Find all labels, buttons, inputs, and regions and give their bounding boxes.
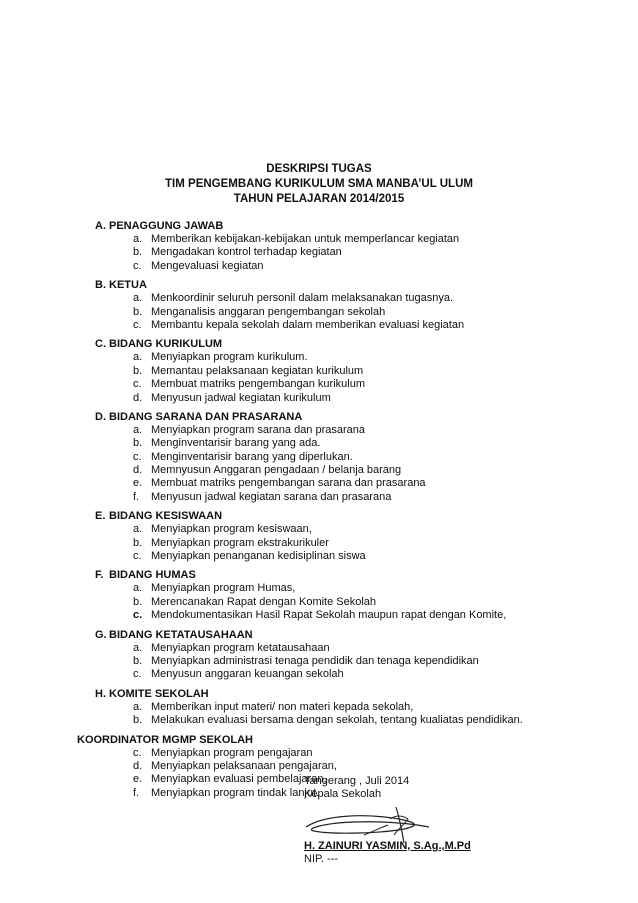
list-item-letter: c. [133,378,142,391]
list-item [0,351,638,364]
section-heading [0,410,638,424]
list-item-text: Mendokumentasikan Hasil Rapat Sekolah maupun rapat dengan Komite, [151,609,507,622]
list-item [0,246,638,259]
section [0,628,638,682]
list-item-text: Menyiapkan program Humas, [151,582,296,595]
list-item-letter: b. [133,654,143,667]
section-letter: H. [95,687,106,700]
list-item [0,437,638,450]
list-item-letter: b. [133,305,143,318]
list-item [0,701,638,714]
list-item-letter: b. [133,246,143,259]
list-item-text: Membantu kepala sekolah dalam memberikan evaluasi kegiatan [151,318,465,331]
section [0,509,638,563]
list-item-text: Melakukan evaluasi bersama dengan sekolah, tentang kualiatas pendidikan. [151,714,523,727]
list-item-text: Membuat matriks pengembangan sarana dan prasarana [151,477,426,490]
list-item-letter: a. [133,423,143,436]
list-item-letter: b. [133,536,143,549]
list-item-text: Menyiapkan program kesiswaan, [151,523,312,536]
section-title: KETUA [109,279,147,292]
list-item [0,292,638,305]
list-item-letter: c. [133,746,142,759]
list-item-letter: b. [133,364,143,377]
section-letter: G. [95,628,107,641]
list-item-text: Merencanakan Rapat dengan Komite Sekolah [151,595,377,608]
list-item [0,582,638,595]
list-item [0,760,638,773]
list-item [0,233,638,246]
list-item-letter: f. [133,786,140,799]
list-item-text: Mengadakan kontrol terhadap kegiatan [151,246,342,259]
list-item-letter: d. [133,759,143,772]
list-item [0,392,638,405]
list-item-letter: d. [133,391,143,404]
section-heading [0,687,638,701]
list-item-text: Menyiapkan program kurikulum. [151,351,308,364]
list-item-text: Menyiapkan evaluasi pembelajaran, [151,773,327,786]
list-item [0,523,638,536]
document-title [0,162,638,207]
section [0,568,638,622]
section-title: BIDANG KESISWAAN [109,510,223,523]
list-item [0,714,638,727]
section-letter: C. [95,338,106,351]
list-item [0,655,638,668]
list-item-letter: c. [133,609,143,622]
list-item-letter: d. [133,464,143,477]
title-line-3: TAHUN PELAJARAN 2014/2015 [233,193,405,205]
list-item [0,260,638,273]
section-letter: F. [95,569,104,582]
list-item-text: Menginventarisir barang yang ada. [151,437,321,450]
section-letter: E. [95,510,106,523]
list-item-letter: c. [133,318,142,331]
list-item [0,464,638,477]
place-date: Tangerang , Juli 2014 [304,775,410,787]
list-item-letter: a. [133,523,143,536]
list-item-text: Menganalisis anggaran pengembangan sekolah [151,305,386,318]
list-item-text: Menyiapkan administrasi tenaga pendidik dan tenaga kependidikan [151,654,479,667]
list-item [0,477,638,490]
list-item [0,642,638,655]
signature-block [304,775,604,865]
list-item [0,550,638,563]
list-item-text: Menyiapkan program sarana dan prasarana [151,423,366,436]
list-item-text: Membuat matriks pengembangan kurikulum [151,378,365,391]
list-item-letter: b. [133,714,143,727]
list-item-letter: a. [133,641,143,654]
list-item-letter: e. [133,773,143,786]
section-title: BIDANG SARANA DAN PRASARANA [109,410,303,423]
section-letter: B. [95,279,106,292]
section-title: PENAGGUNG JAWAB [109,220,224,232]
list-item-letter: c. [133,550,142,563]
list-item [0,668,638,681]
list-item-letter: c. [133,259,142,272]
list-item-text: Memberikan input materi/ non materi kepada sekolah, [151,700,414,713]
section-heading [0,509,638,523]
list-item [0,424,638,437]
section [0,410,638,504]
list-item-letter: c. [133,668,142,681]
list-item [0,451,638,464]
list-item-text: Menyiapkan program pengajaran [151,746,313,759]
section-title: BIDANG HUMAS [109,569,196,582]
title-line-1: DESKRIPSI TUGAS [266,163,372,175]
list-item-letter: c. [133,450,142,463]
signatory-nip: NIP. --- [304,853,339,865]
section [0,219,638,273]
list-item-text: Menyiapkan pelaksanaan pengajaran, [151,759,337,772]
section-heading [0,219,638,233]
section-letter: D. [95,410,106,423]
list-item-text: Memantau pelaksanaan kegiatan kurikulum [151,364,364,377]
section-title: KOMITE SEKOLAH [109,687,209,700]
list-item-text: Memnyusun Anggaran pengadaan / belanja barang [151,464,402,477]
list-item [0,365,638,378]
list-item-letter: a. [133,582,143,595]
section-heading [0,628,638,642]
list-item-letter: b. [133,437,143,450]
list-item [0,306,638,319]
section-letter: A. [95,220,106,232]
section [0,337,638,405]
section [0,278,638,332]
list-item-text: Menyiapkan penanganan kedisiplinan siswa [151,550,366,563]
list-item [0,378,638,391]
list-item-text: Memberikan kebijakan-kebijakan untuk memperlancar kegiatan [151,233,460,245]
list-item-letter: e. [133,477,143,490]
list-item-letter: a. [133,700,143,713]
title-line-2: TIM PENGEMBANG KURIKULUM SMA MANBA’UL ULUM [165,178,473,190]
signatory-name: H. ZAINURI YASMIN, S.Ag.,M.Pd [304,840,471,852]
section-title: KOORDINATOR MGMP SEKOLAH [77,733,254,746]
section-heading [0,733,638,747]
list-item-letter: f. [133,490,140,503]
list-item-text: Menyiapkan program ketatausahaan [151,641,330,654]
section-heading [0,568,638,582]
list-item [0,491,638,504]
list-item [0,319,638,332]
list-item-letter: a. [133,292,143,305]
list-item [0,747,638,760]
list-item-text: Menyusun jadwal kegiatan sarana dan prasarana [151,490,392,503]
handwritten-signature [304,805,434,845]
list-item [0,537,638,550]
list-item-text: Menkoordinir seluruh personil dalam melaksanakan tugasnya. [151,292,454,305]
section-title: BIDANG KURIKULUM [109,338,223,351]
list-item-letter: a. [133,233,143,245]
list-item [0,609,638,622]
list-item-text: Menyiapkan program ekstrakurikuler [151,536,329,549]
section [0,687,638,728]
section-title: BIDANG KETATAUSAHAAN [109,628,253,641]
list-item-text: Menginventarisir barang yang diperlukan. [151,450,353,463]
section-heading [0,337,638,351]
list-item-text: Menyusun jadwal kegiatan kurikulum [151,391,331,404]
list-item-letter: a. [133,351,143,364]
list-item-text: Mengevaluasi kegiatan [151,259,264,272]
list-item-letter: b. [133,595,143,608]
task-sections [0,219,638,805]
list-item-text: Menyiapkan program tindak lanjut. [151,786,320,799]
list-item [0,596,638,609]
position-title: Kepala Sekolah [304,788,382,800]
section-heading [0,278,638,292]
list-item-text: Menyusun anggaran keuangan sekolah [151,668,344,681]
